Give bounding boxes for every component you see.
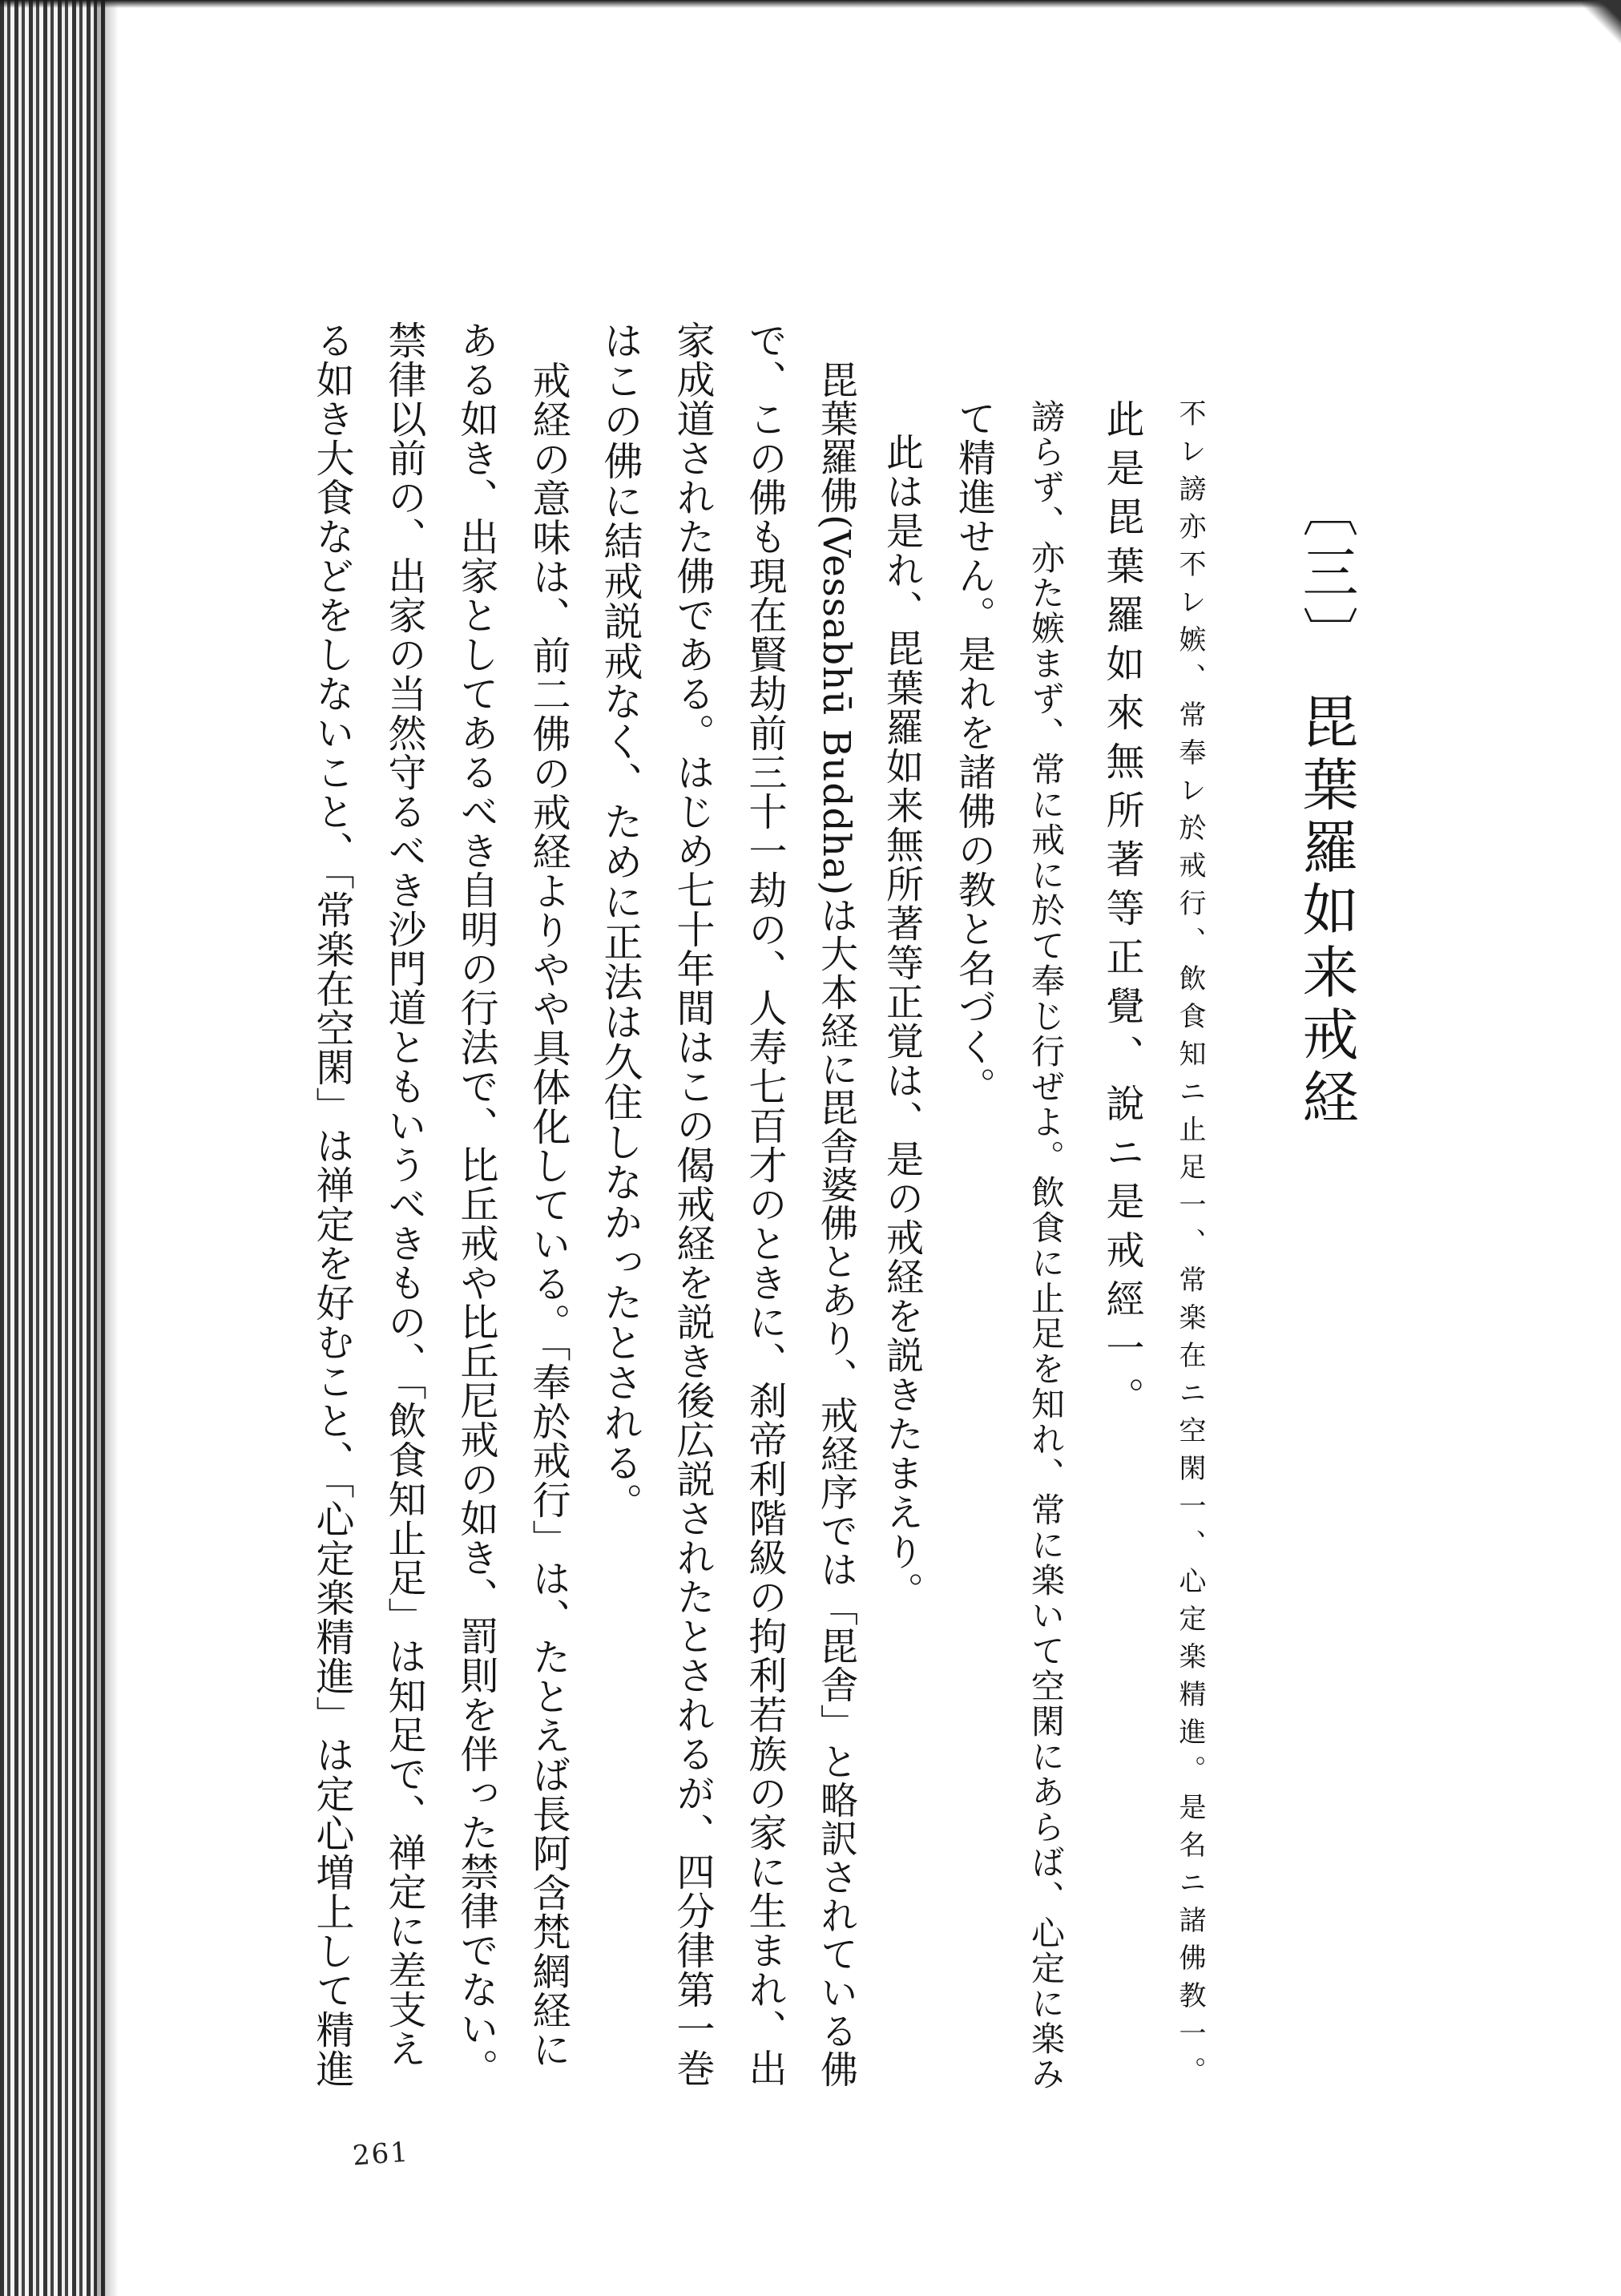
page-number: 261 <box>351 2136 411 2173</box>
scan-top-edge <box>0 0 1621 8</box>
binding-shadow <box>95 0 119 2296</box>
commentary-line: 毘葉羅佛(Vessabhū Buddha)は大本経に毘舎婆佛とあり、戒経序では「毘舎」と略訳されている佛 <box>814 361 858 2089</box>
commentary-line: 家成道された佛である。はじめ七十年間はこの偈戒経を説き後広説されたとされるが、四分律第一巻 <box>670 321 715 2088</box>
commentary-line: 戒経の意味は、前二佛の戒経よりやや具体化している。「奉於戒行」は、たとえば長阿含梵網経に <box>526 361 571 2069</box>
verse-translation-line: 此は是れ、毘葉羅如来無所著等正覚は、是の戒経を説きたまえり。 <box>880 433 924 1611</box>
commentary-line: はこの佛に結戒説戒なく、ために正法は久住しなかったとされる。 <box>598 321 643 1523</box>
scan-corner-mark <box>1565 0 1621 56</box>
commentary-line: 禁律以前の、出家の当然守るべき沙門道ともいうべきもの、「飲食知止足」は知足で、禅定に差支え <box>381 321 426 2068</box>
section-title: 〔三〕 毘葉羅如来戒経 <box>1293 481 1359 1131</box>
verse-kanbun-line: 此是毘葉羅如來無所著等正覺、說ニ是戒經一。 <box>1099 399 1144 1426</box>
commentary-line: る如き大食などをしないこと、「常楽在空閑」は禅定を好むこと、「心定楽精進」は定心増上して精進 <box>309 321 354 2088</box>
verse-translation-line: て精進せん。是れを諸佛の教と名づく。 <box>952 399 996 1106</box>
commentary-line: ある如き、出家としてあるべき自明の行法で、比丘戒や比丘尼戒の如き、罰則を伴った禁律でない。 <box>454 321 498 2088</box>
commentary-line: で、この佛も現在賢劫前三十一劫の、人寿七百才のときに、刹帝利階級の拘利若族の家に生まれ、出 <box>742 321 787 2088</box>
verse-kanbun-line: 不レ謗亦不レ嫉、常奉レ於戒行、飲食知ニ止足一、常楽在ニ空閑一、心定楽精進。是名ニ諸佛教一。 <box>1174 399 1206 2094</box>
book-binding <box>0 0 106 2296</box>
verse-translation-line: 謗らず、亦た嫉まず、常に戒に於て奉じ行ぜよ。飲食に止足を知れ、常に楽いて空閑にあらば、心定に楽み <box>1026 399 1066 2092</box>
